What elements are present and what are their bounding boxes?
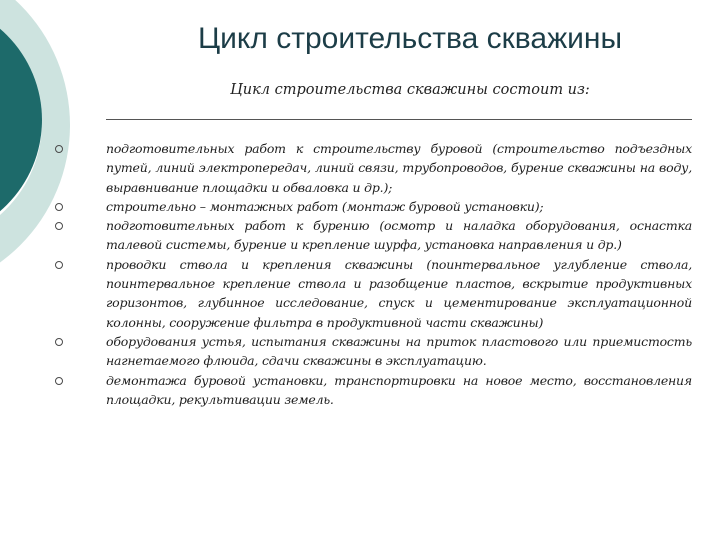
slide-subtitle: Цикл строительства скважины состоит из:: [230, 82, 590, 98]
list-item-text: подготовительных работ к строительству буровой (строительство подъездных путей, линий электропередач, линий связи, трубопроводов, бурение скважины на воду, выравнивание площадки и обваловка и др.);: [106, 141, 692, 195]
list-item-text: оборудования устья, испытания скважины на приток пластового или приемистость нагнетаемого флюида, сдачи скважины в эксплуатацию.: [106, 333, 692, 369]
stage-list: [0, 139, 720, 409]
list-item-text: строительно – монтажных работ (монтаж буровой установки);: [106, 198, 544, 214]
bullet-circle-icon: [55, 338, 63, 346]
list-item-text: проводки ствола и крепления скважины (поинтервальное углубление ствола, поинтервальное крепление ствола и разобщение пластов, вскрытие продуктивных горизонтов, глубинное исследование, спуск и цементирование эксплуатационной колонны, сооружение фильтра в продуктивной части скважины): [106, 256, 692, 330]
bullet-circle-icon: [55, 222, 63, 230]
list-item: [0, 197, 720, 216]
list-item: [0, 139, 720, 197]
bullet-circle-icon: [55, 377, 63, 385]
bullet-circle-icon: [55, 203, 63, 211]
divider: [106, 119, 692, 120]
bullet-circle-icon: [55, 261, 63, 269]
list-item: [0, 332, 720, 371]
list-item: [0, 216, 720, 255]
list-item: [0, 371, 720, 410]
list-item-text: демонтажа буровой установки, транспортировки на новое место, восстановления площадки, рекультивации земель.: [106, 372, 692, 407]
list-item: [0, 255, 720, 332]
bullet-circle-icon: [55, 145, 63, 153]
list-item-text: подготовительных работ к бурению (осмотр и наладка оборудования, оснастка талевой системы, бурение и крепление шурфа, установка направления и др.): [106, 218, 692, 253]
slide-title: Цикл строительства скважины: [197, 22, 623, 55]
